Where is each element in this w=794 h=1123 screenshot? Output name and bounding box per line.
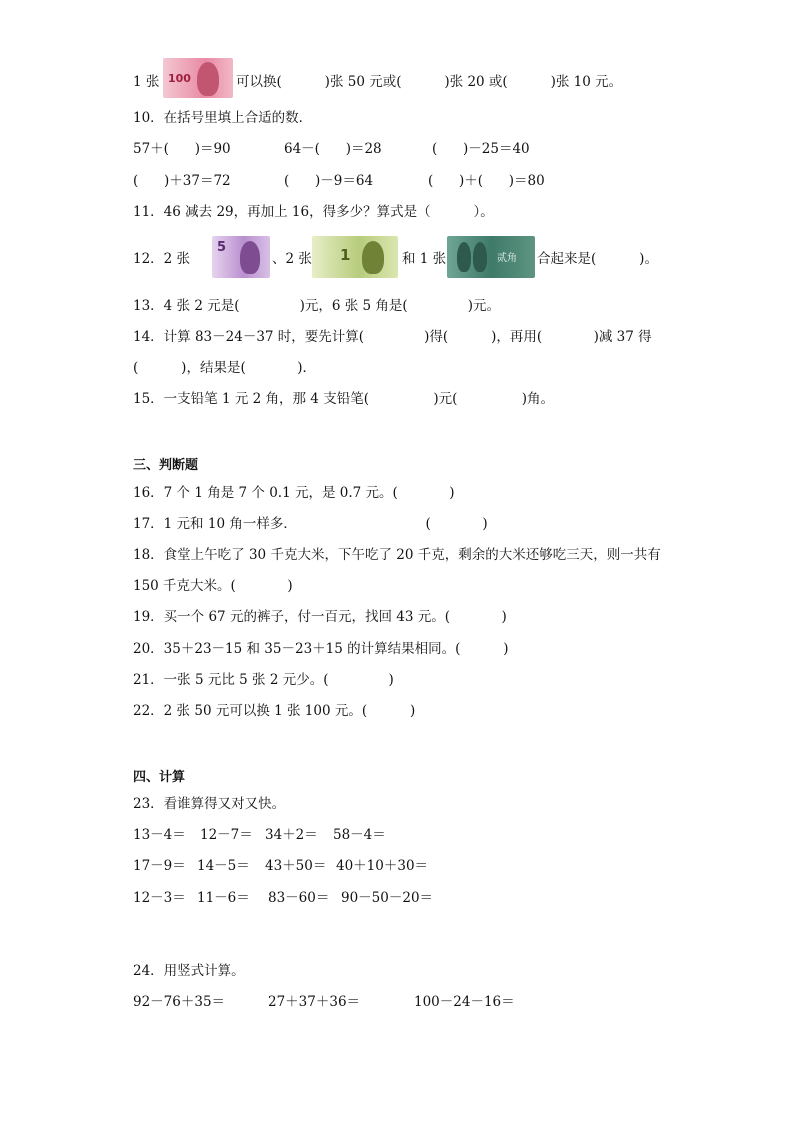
q12-p1: 12．2 张 — [133, 251, 191, 267]
q19: 19．买一个 67 元的裤子，付一百元，找回 43 元。( ) — [133, 609, 507, 625]
q23-r3-c1: 12－3＝ — [133, 890, 186, 906]
q10-r2-c: ( )＋( )＝80 — [428, 173, 545, 189]
q20: 20．35＋23－15 和 35－23＋15 的计算结果相同。( ) — [133, 641, 509, 657]
q12-p4: 合起来是( )。 — [537, 251, 658, 267]
q16: 16．7 个 1 角是 7 个 0.1 元，是 0.7 元。( ) — [133, 485, 455, 501]
q13: 13．4 张 2 元是( )元，6 张 5 角是( )元。 — [133, 298, 501, 314]
q10-r1-b: 64－( )＝28 — [284, 141, 382, 157]
q10-title: 10．在括号里填上合适的数． — [133, 110, 313, 126]
q14-line2: ( )，结果是( )． — [133, 360, 316, 376]
q24-item-3: 100－24－16＝ — [414, 994, 515, 1010]
two-jiao-bill-image: 贰角 — [447, 236, 535, 278]
q23-r2-c4: 40＋10＋30＝ — [336, 858, 429, 874]
q23-r1-c2: 12－7＝ — [200, 827, 253, 843]
q24-title: 24．用竖式计算。 — [133, 963, 245, 979]
section-3-heading: 三、判断题 — [133, 458, 199, 473]
q10-r2-a: ( )＋37＝72 — [133, 173, 231, 189]
q17: 17．1 元和 10 角一样多． ( ) — [133, 516, 488, 532]
q14-line1: 14．计算 83－24－37 时，要先计算( )得( )，再用( )减 37 得 — [133, 329, 652, 345]
q23-title: 23．看谁算得又对又快。 — [133, 796, 286, 812]
q18-line1: 18．食堂上午吃了 30 千克大米，下午吃了 20 千克，剩余的大米还够吃三天，则一共有 — [133, 547, 661, 563]
q24-item-1: 92－76＋35＝ — [133, 994, 226, 1010]
q21: 21．一张 5 元比 5 张 2 元少。( ) — [133, 672, 394, 688]
five-yuan-bill-image: 5 — [212, 236, 270, 278]
section-4-heading: 四、计算 — [133, 770, 186, 785]
q9-prefix: 1 张 — [133, 74, 160, 90]
q9-text: 可以换( )张 50 元或( )张 20 或( )张 10 元。 — [236, 74, 623, 90]
q11: 11．46 减去 29，再加上 16，得多少？算式是（ ）。 — [133, 204, 494, 220]
q15: 15．一支铅笔 1 元 2 角，那 4 支铅笔( )元( )角。 — [133, 391, 554, 407]
q23-r3-c4: 90－50－20＝ — [341, 890, 434, 906]
q22: 22．2 张 50 元可以换 1 张 100 元。( ) — [133, 703, 416, 719]
q10-r1-c: ( )－25＝40 — [432, 141, 530, 157]
q23-r1-c1: 13－4＝ — [133, 827, 186, 843]
q10-r1-a: 57＋( )＝90 — [133, 141, 231, 157]
q10-r2-b: ( )－9＝64 — [284, 173, 374, 189]
q23-r2-c2: 14－5＝ — [197, 858, 250, 874]
q23-r1-c3: 34＋2＝ — [265, 827, 318, 843]
q24-item-2: 27＋37＋36＝ — [268, 994, 361, 1010]
q23-r3-c2: 11－6＝ — [197, 890, 250, 906]
q23-r1-c4: 58－4＝ — [333, 827, 386, 843]
q23-r2-c3: 43＋50＝ — [265, 858, 327, 874]
q12-p3: 和 1 张 — [402, 251, 447, 267]
q23-r3-c3: 83－60＝ — [268, 890, 330, 906]
q18-line2: 150 千克大米。( ) — [133, 578, 293, 594]
q12-p2: 、2 张 — [272, 251, 312, 267]
one-yuan-bill-image: 1 — [312, 236, 398, 278]
hundred-yuan-bill-image: 100 — [163, 58, 233, 98]
q23-r2-c1: 17－9＝ — [133, 858, 186, 874]
